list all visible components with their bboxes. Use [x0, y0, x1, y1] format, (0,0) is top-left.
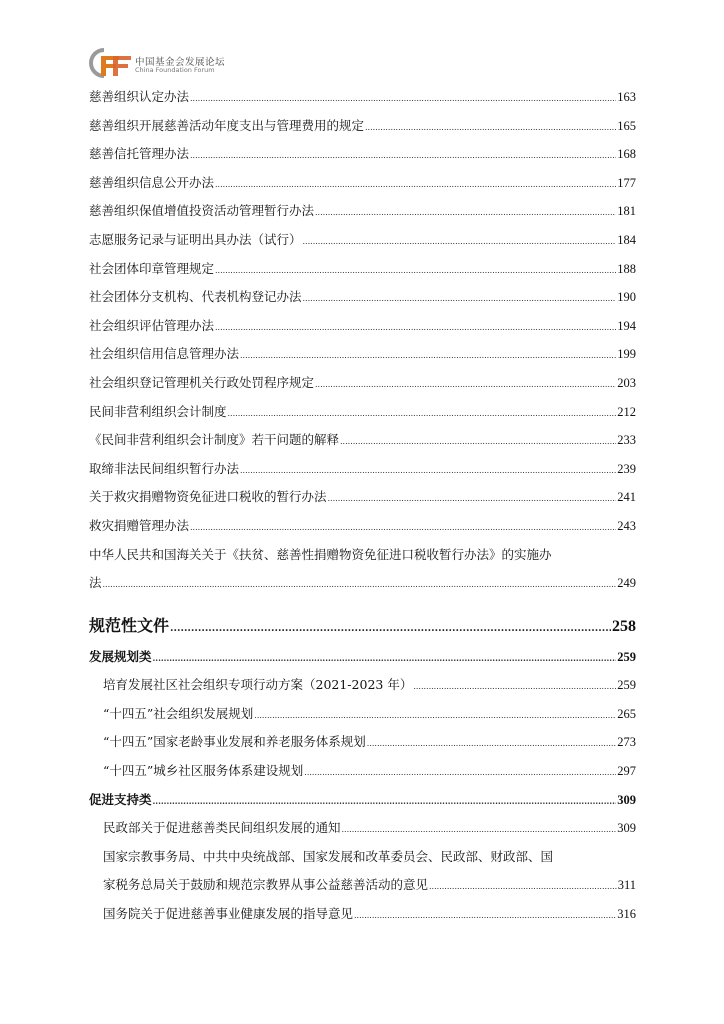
toc-entry[interactable]: 社会组织登记管理机关行政处罚程序规定 ..... 203 — [89, 373, 636, 395]
toc-entry[interactable]: 《民间非营利组织会计制度》若干问题的解释 ..... 233 — [89, 430, 636, 452]
toc-subentry[interactable]: 家税务总局关于鼓励和规范宗教界从事公益慈善活动的意见 ..... 311 — [103, 875, 636, 897]
toc-entry[interactable]: 关于救灾捐赠物资免征进口税收的暂行办法 ..... 241 — [89, 487, 636, 509]
toc-entry[interactable]: 慈善组织认定办法 ..... 163 — [89, 87, 636, 109]
toc-entry[interactable]: 社会组织信用信息管理办法 ..... 199 — [89, 344, 636, 366]
toc-entry[interactable]: 社会组织评估管理办法 ..... 194 — [89, 316, 636, 338]
toc-subentry[interactable]: “十四五”社会组织发展规划 ..... 265 — [103, 704, 636, 726]
logo-english-name: China Foundation Forum — [135, 66, 215, 74]
toc-entry[interactable]: 救灾捐赠管理办法 ..... 243 — [89, 516, 636, 538]
toc-entry[interactable]: 法 ..... 249 — [89, 573, 636, 595]
toc-entry[interactable]: 慈善信托管理办法 ..... 168 — [89, 144, 636, 166]
toc-group-heading[interactable]: 发展规划类 ..... 259 — [89, 647, 636, 668]
toc-entry[interactable]: 取缔非法民间组织暂行办法 ..... 239 — [89, 459, 636, 481]
forum-logo — [87, 46, 287, 86]
toc-subentry[interactable]: “十四五”城乡社区服务体系建设规划 ..... 297 — [103, 761, 636, 783]
toc-entry[interactable]: 慈善组织保值增值投资活动管理暂行办法 ..... 181 — [89, 201, 636, 223]
toc-section-heading[interactable]: 规范性文件 ..... 258 — [89, 614, 636, 641]
toc-entry[interactable]: 慈善组织信息公开办法 ..... 177 — [89, 173, 636, 195]
toc-subentry[interactable]: “十四五”国家老龄事业发展和养老服务体系规划 ..... 273 — [103, 732, 636, 754]
toc-subentry[interactable]: 培育发展社区社会组织专项行动方案（2021-2023 年） ..... 259 — [103, 675, 636, 697]
toc-subentry[interactable]: 国务院关于促进慈善事业健康发展的指导意见 ..... 316 — [103, 904, 636, 926]
toc-subentry[interactable]: 民政部关于促进慈善类民间组织发展的通知 ..... 309 — [103, 818, 636, 840]
toc-entry[interactable]: 民间非营利组织会计制度 ..... 212 — [89, 402, 636, 424]
toc-entry[interactable]: 志愿服务记录与证明出具办法（试行） ..... 184 — [89, 230, 636, 252]
toc-entry[interactable]: 社会团体分支机构、代表机构登记办法 ..... 190 — [89, 287, 636, 309]
toc-entry[interactable]: 社会团体印章管理规定 ..... 188 — [89, 259, 636, 281]
toc-subentry-multiline-first-line[interactable]: 国家宗教事务局、中共中央统战部、国家发展和改革委员会、民政部、财政部、国 — [103, 848, 554, 864]
toc-entry[interactable]: 慈善组织开展慈善活动年度支出与管理费用的规定 ..... 165 — [89, 116, 636, 138]
logo-chinese-name: 中国基金会发展论坛 — [135, 57, 226, 68]
forum-logo-mark-icon — [87, 46, 133, 80]
toc-entry-multiline-first-line[interactable]: 中华人民共和国海关关于《扶贫、慈善性捐赠物资免征进口税收暂行办法》的实施办 — [89, 546, 552, 562]
toc-group-heading[interactable]: 促进支持类 ..... 309 — [89, 790, 636, 811]
